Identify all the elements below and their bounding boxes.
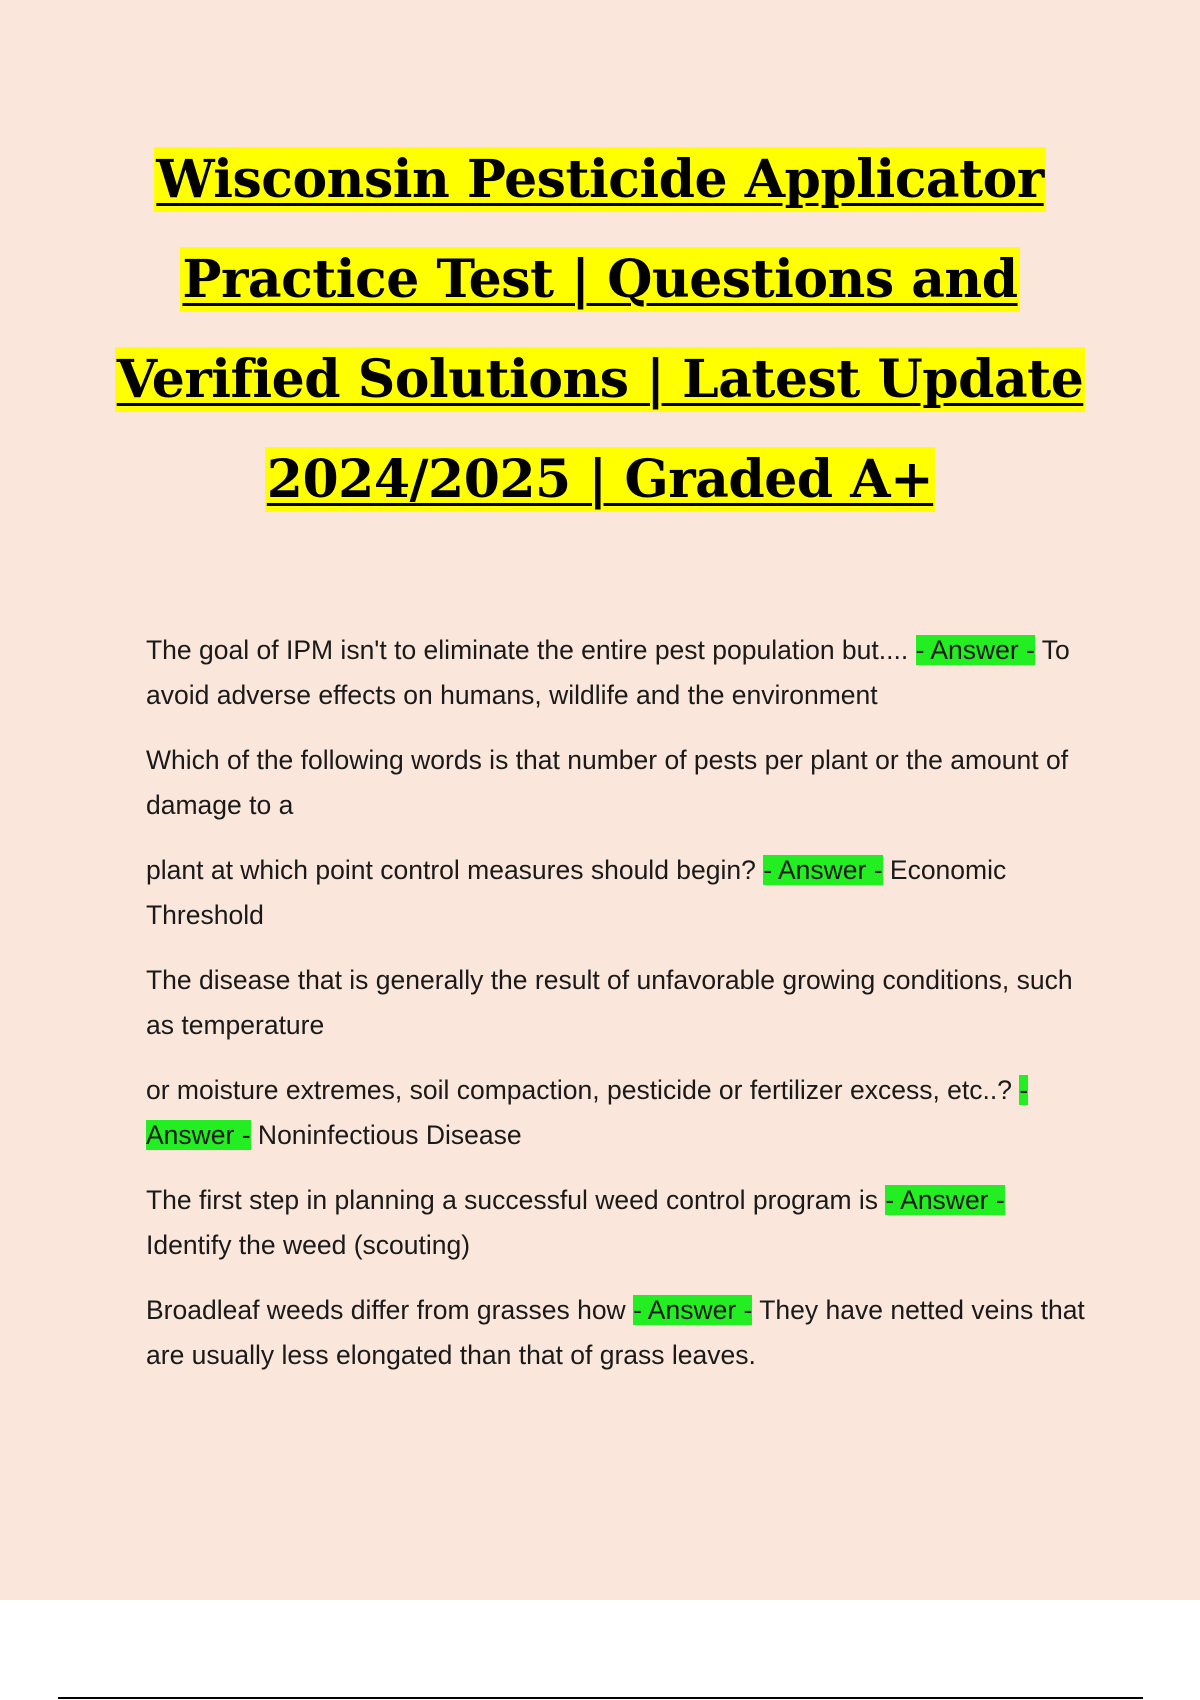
question-paragraph-4: The disease that is generally the result of unfavorable growing conditions, such as temperature: [146, 965, 1073, 1040]
question-paragraph-1: The goal of IPM isn't to eliminate the entire pest population but.... - Answer - To avoid adverse effects on humans, wildlife and the environment: [146, 635, 1070, 710]
question-paragraph-2: Which of the following words is that number of pests per plant or the amount of damage to a: [146, 745, 1069, 820]
title-line-1: Wisconsin Pesticide Applicator: [156, 149, 1044, 210]
answer-marker: - Answer -: [633, 1295, 753, 1325]
question-paragraph-7: Broadleaf weeds differ from grasses how - Answer - They have netted veins that are usually less elongated than that of grass leaves.: [146, 1295, 1085, 1370]
question-paragraph-5: or moisture extremes, soil compaction, pesticide or fertilizer excess, etc..? - Answer - Noninfectious Disease: [146, 1075, 1029, 1150]
question-paragraph-6: The first step in planning a successful weed control program is - Answer - Identify the weed (scouting): [146, 1185, 1005, 1260]
page-divider-line: [58, 1697, 1143, 1699]
title-line-3: Verified Solutions | Latest Update: [116, 349, 1084, 410]
answer-marker: - Answer -: [146, 1075, 1029, 1150]
title-line-2: Practice Test | Questions and: [182, 249, 1018, 310]
question-paragraph-3: plant at which point control measures should begin? - Answer - Economic Threshold: [146, 855, 1007, 930]
answer-marker: - Answer -: [915, 635, 1035, 665]
title-line-4: 2024/2025 | Graded A+: [266, 449, 934, 510]
question-list: [146, 628, 1086, 1398]
answer-marker: - Answer -: [885, 1185, 1005, 1215]
answer-marker: - Answer -: [763, 855, 883, 885]
document-title: [0, 130, 1200, 530]
